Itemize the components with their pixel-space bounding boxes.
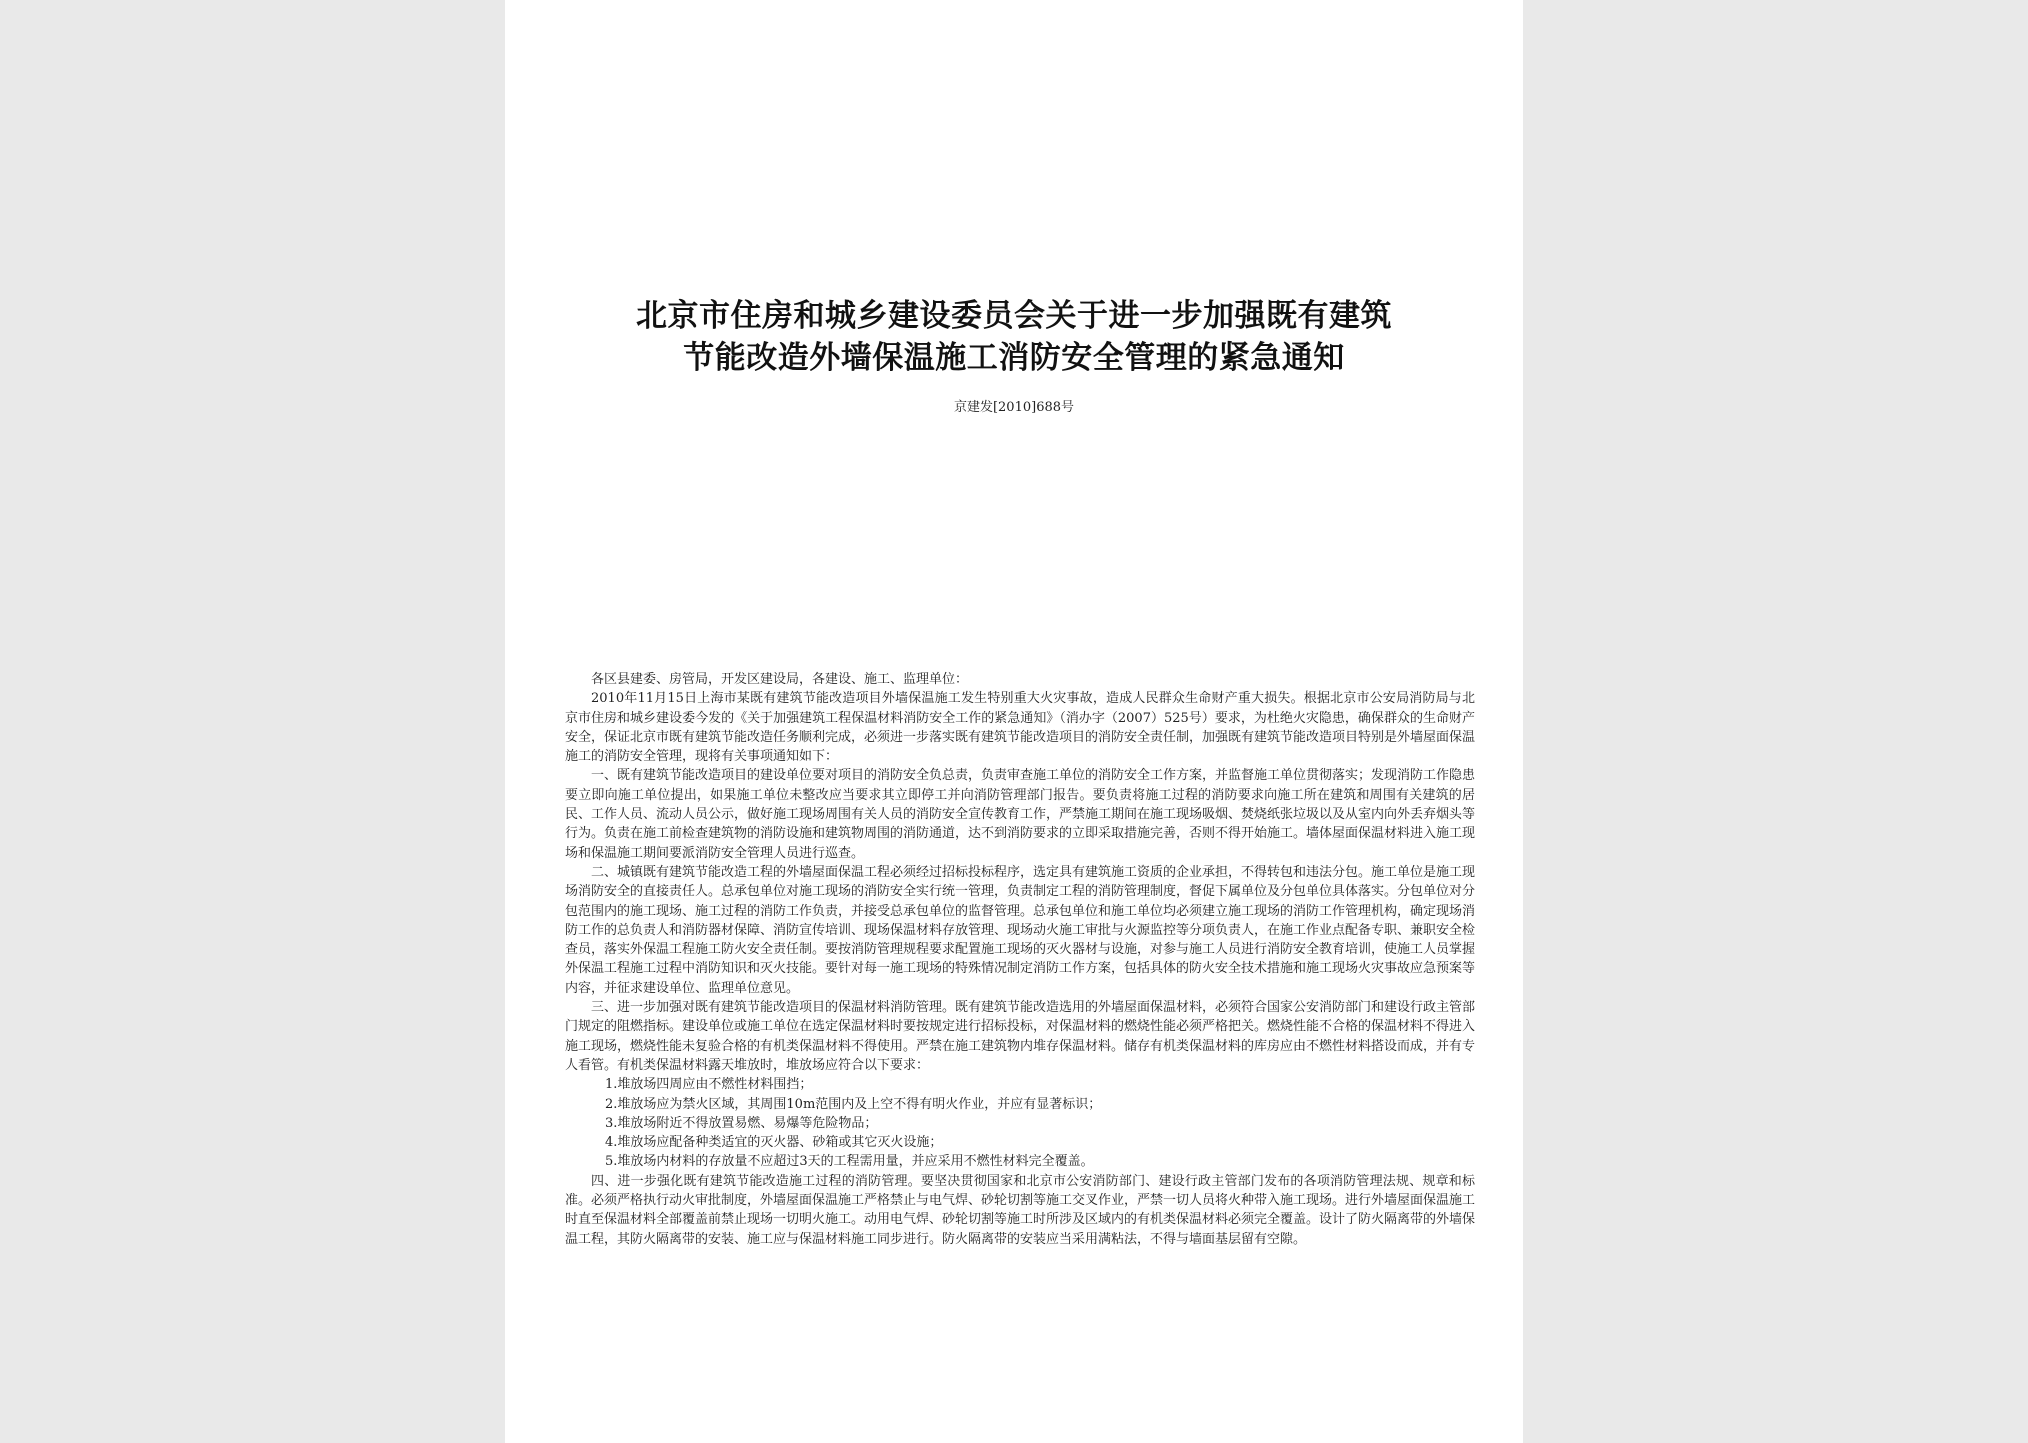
list-item: 2.堆放场应为禁火区域，其周围10m范围内及上空不得有明火作业，并应有显著标识；: [605, 1096, 1102, 1112]
document-body: [565, 670, 1475, 1249]
list-item: 4.堆放场应配备种类适宜的灭火器、砂箱或其它灭火设施；: [605, 1135, 943, 1151]
document-number: 京建发[2010]688号: [953, 400, 1075, 415]
section-2: 二、城镇既有建筑节能改造工程的外墙屋面保温工程必须经过招标投标程序，选定具有建筑施工资质的企业承担，不得转包和违法分包。施工单位是施工现场消防安全的直接责任人。总承包单位对施工现场的消防安全实行统一管理，负责制定工程的消防管理制度，督促下属单位及分包单位具体落实。分包单位对分包范围内的施工现场、施工过程的消防工作负责，并接受总承包单位的监督管理。总承包单位和施工单位均必须建立施工现场的消防工作管理机构，确定现场消防工作的总负责人和消防器材保障、消防宣传培训、现场保温材料存放管理、现场动火施工审批与火源监控等分项负责人，在施工作业点配备专职、兼职安全检查员，落实外保温工程施工防火安全责任制。要按消防管理规程要求配置施工现场的灭火器材与设施，对参与施工人员进行消防安全教育培训，使施工人员掌握外保温工程施工过程中消防知识和灭火技能。要针对每一施工现场的特殊情况制定消防工作方案，包括具体的防火安全技术措施和施工现场火灾事故应急预案等内容，并征求建设单位、监理单位意见。: [565, 864, 1476, 996]
list-item: 1.堆放场四周应由不燃性材料围挡；: [605, 1077, 813, 1093]
document-title: [565, 295, 1463, 379]
salutation: 各区县建委、房管局，开发区建设局，各建设、施工、监理单位：: [591, 672, 969, 687]
list-item: 3.堆放场附近不得放置易燃、易爆等危险物品；: [605, 1115, 878, 1131]
intro-paragraph: 2010年11月15日上海市某既有建筑节能改造项目外墙保温施工发生特别重大火灾事故，造成人民群众生命财产重大损失。根据北京市公安局消防局与北京市住房和城乡建设委今发的《关于加强建筑工程保温材料消防安全工作的紧急通知》（消办字（2007）525号）要求，为杜绝火灾隐患，确保群众的生命财产安全，保证北京市既有建筑节能改造任务顺利完成，必须进一步落实既有建筑节能改造项目的消防安全责任制，加强既有建筑节能改造项目特别是外墙屋面保温施工的消防安全管理，现将有关事项通知如下：: [565, 691, 1476, 765]
section-3: 三、进一步加强对既有建筑节能改造项目的保温材料消防管理。既有建筑节能改造选用的外墙屋面保温材料，必须符合国家公安消防部门和建设行政主管部门规定的阻燃指标。建设单位或施工单位在选定保温材料时要按规定进行招标投标，对保温材料的燃烧性能必须严格把关。燃烧性能不合格的保温材料不得进入施工现场，燃烧性能未复验合格的有机类保温材料不得使用。严禁在施工建筑物内堆存保温材料。储存有机类保温材料的库房应由不燃性材料搭设而成，并有专人看管。有机类保温材料露天堆放时，堆放场应符合以下要求：: [565, 1000, 1476, 1073]
title-line-2: 节能改造外墙保温施工消防安全管理的紧急通知: [683, 340, 1345, 376]
document-page: [505, 0, 1523, 1443]
section-4: 四、进一步强化既有建筑节能改造施工过程的消防管理。要坚决贯彻国家和北京市公安消防部门、建设行政主管部门发布的各项消防管理法规、规章和标准。必须严格执行动火审批制度，外墙屋面保温施工严格禁止与电气焊、砂轮切割等施工交叉作业，严禁一切人员将火种带入施工现场。进行外墙屋面保温施工时直至保温材料全部覆盖前禁止现场一切明火施工。动用电气焊、砂轮切割等施工时所涉及区域内的有机类保温材料必须完全覆盖。设计了防火隔离带的外墙保温工程，其防火隔离带的安装、施工应与保温材料施工同步进行。防火隔离带的安装应当采用满粘法，不得与墙面基层留有空隙。: [565, 1173, 1476, 1247]
list-item: 5.堆放场内材料的存放量不应超过3天的工程需用量，并应采用不燃性材料完全覆盖。: [605, 1154, 1094, 1170]
section-1: 一、既有建筑节能改造项目的建设单位要对项目的消防安全负总责，负责审查施工单位的消防安全工作方案，并监督施工单位贯彻落实；发现消防工作隐患要立即向施工单位提出，如果施工单位未整改应当要求其立即停工并向消防管理部门报告。要负责将施工过程的消防要求向施工所在建筑和周围有关建筑的居民、工作人员、流动人员公示，做好施工现场周围有关人员的消防安全宣传教育工作，严禁施工期间在施工现场吸烟、焚烧纸张垃圾以及从室内向外丢弃烟头等行为。负责在施工前检查建筑物的消防设施和建筑物周围的消防通道，达不到消防要求的立即采取措施完善，否则不得开始施工。墙体屋面保温材料进入施工现场和保温施工期间要派消防安全管理人员进行巡查。: [565, 768, 1476, 861]
title-line-1: 北京市住房和城乡建设委员会关于进一步加强既有建筑: [636, 298, 1392, 334]
